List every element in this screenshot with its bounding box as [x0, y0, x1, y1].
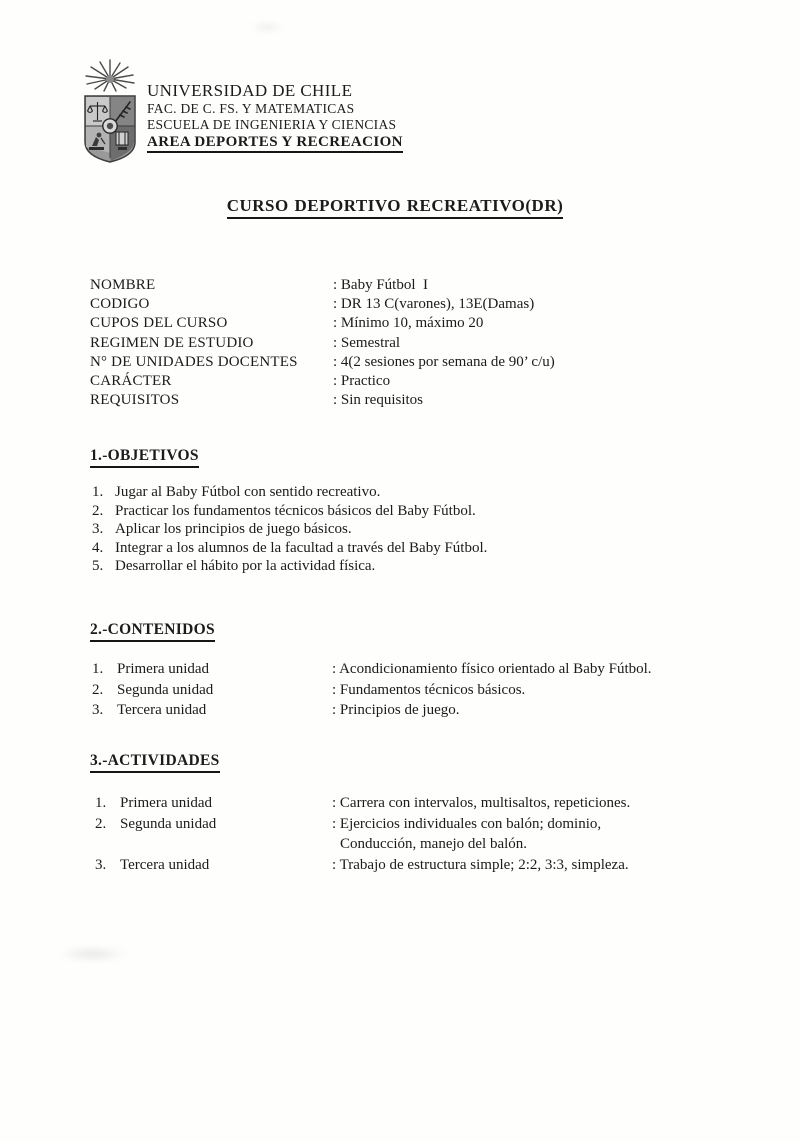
field-nombre: NOMBRE : Baby Fútbol I: [90, 277, 429, 293]
field-requisitos: REQUISITOS : Sin requisitos: [90, 392, 424, 409]
shield-starburst-icon: [76, 58, 144, 164]
document-title: CURSO DEPORTIVO RECREATIVO(DR): [0, 196, 790, 219]
letterhead: [147, 82, 403, 153]
contenido-item: 1. Primera unidad : Acondicionamiento físico orientado al Baby Fútbol.: [92, 661, 652, 677]
contenidos-list: [92, 659, 752, 721]
objetivo-item: 3. Aplicar los principios de juego básicos.: [92, 521, 352, 538]
objetivo-item: 4. Integrar a los alumnos de la facultad a través del Baby Fútbol.: [92, 539, 488, 556]
field-caracter: CARÁCTER : Practico: [90, 372, 391, 389]
objetivo-item: 1. Jugar al Baby Fútbol con sentido recreativo.: [92, 484, 381, 500]
contenidos-heading: 2.-CONTENIDOS: [90, 621, 215, 642]
actividad-item: 3. Tercera unidad : Trabajo de estructura simple; 2:2, 3:3, simpleza.: [95, 856, 629, 873]
university-name: UNIVERSIDAD DE CHILE: [147, 81, 353, 100]
actividades-heading: 3.-ACTIVIDADES: [90, 752, 220, 773]
scan-smudge: [58, 946, 128, 962]
field-cupos: CUPOS DEL CURSO : Mínimo 10, máximo 20: [90, 315, 484, 332]
objetivos-list: [92, 483, 712, 576]
field-unidades-docentes: N° DE UNIDADES DOCENTES : 4(2 sesiones por semana de 90’ c/u): [90, 353, 555, 370]
field-codigo: CODIGO : DR 13 C(varones), 13E(Damas): [90, 296, 535, 313]
actividad-item: 1. Primera unidad : Carrera con intervalos, multisaltos, repeticiones.: [95, 795, 631, 811]
contenido-item: 2. Segunda unidad : Fundamentos técnicos básicos.: [92, 681, 526, 698]
field-regimen: REGIMEN DE ESTUDIO : Semestral: [90, 334, 401, 351]
objetivos-heading: 1.-OBJETIVOS: [90, 447, 199, 468]
faculty-name: FAC. DE C. FS. Y MATEMATICAS: [147, 101, 355, 116]
university-of-chile-logo: [76, 58, 144, 164]
course-fields: [90, 276, 730, 410]
contenido-item: 3. Tercera unidad : Principios de juego.: [92, 702, 460, 719]
actividades-list: [95, 793, 755, 875]
scan-smudge: [250, 22, 284, 32]
actividad-item: 2. Segunda unidad : Ejercicios individuales con balón; dominio, Conducción, manejo del balón.: [95, 815, 602, 853]
school-name: ESCUELA DE INGENIERIA Y CIENCIAS: [147, 117, 397, 132]
objetivo-item: 2. Practicar los fundamentos técnicos básicos del Baby Fútbol.: [92, 502, 476, 519]
department-name: AREA DEPORTES Y RECREACION: [147, 135, 403, 153]
objetivo-item: 5. Desarrollar el hábito por la actividad física.: [92, 558, 376, 575]
